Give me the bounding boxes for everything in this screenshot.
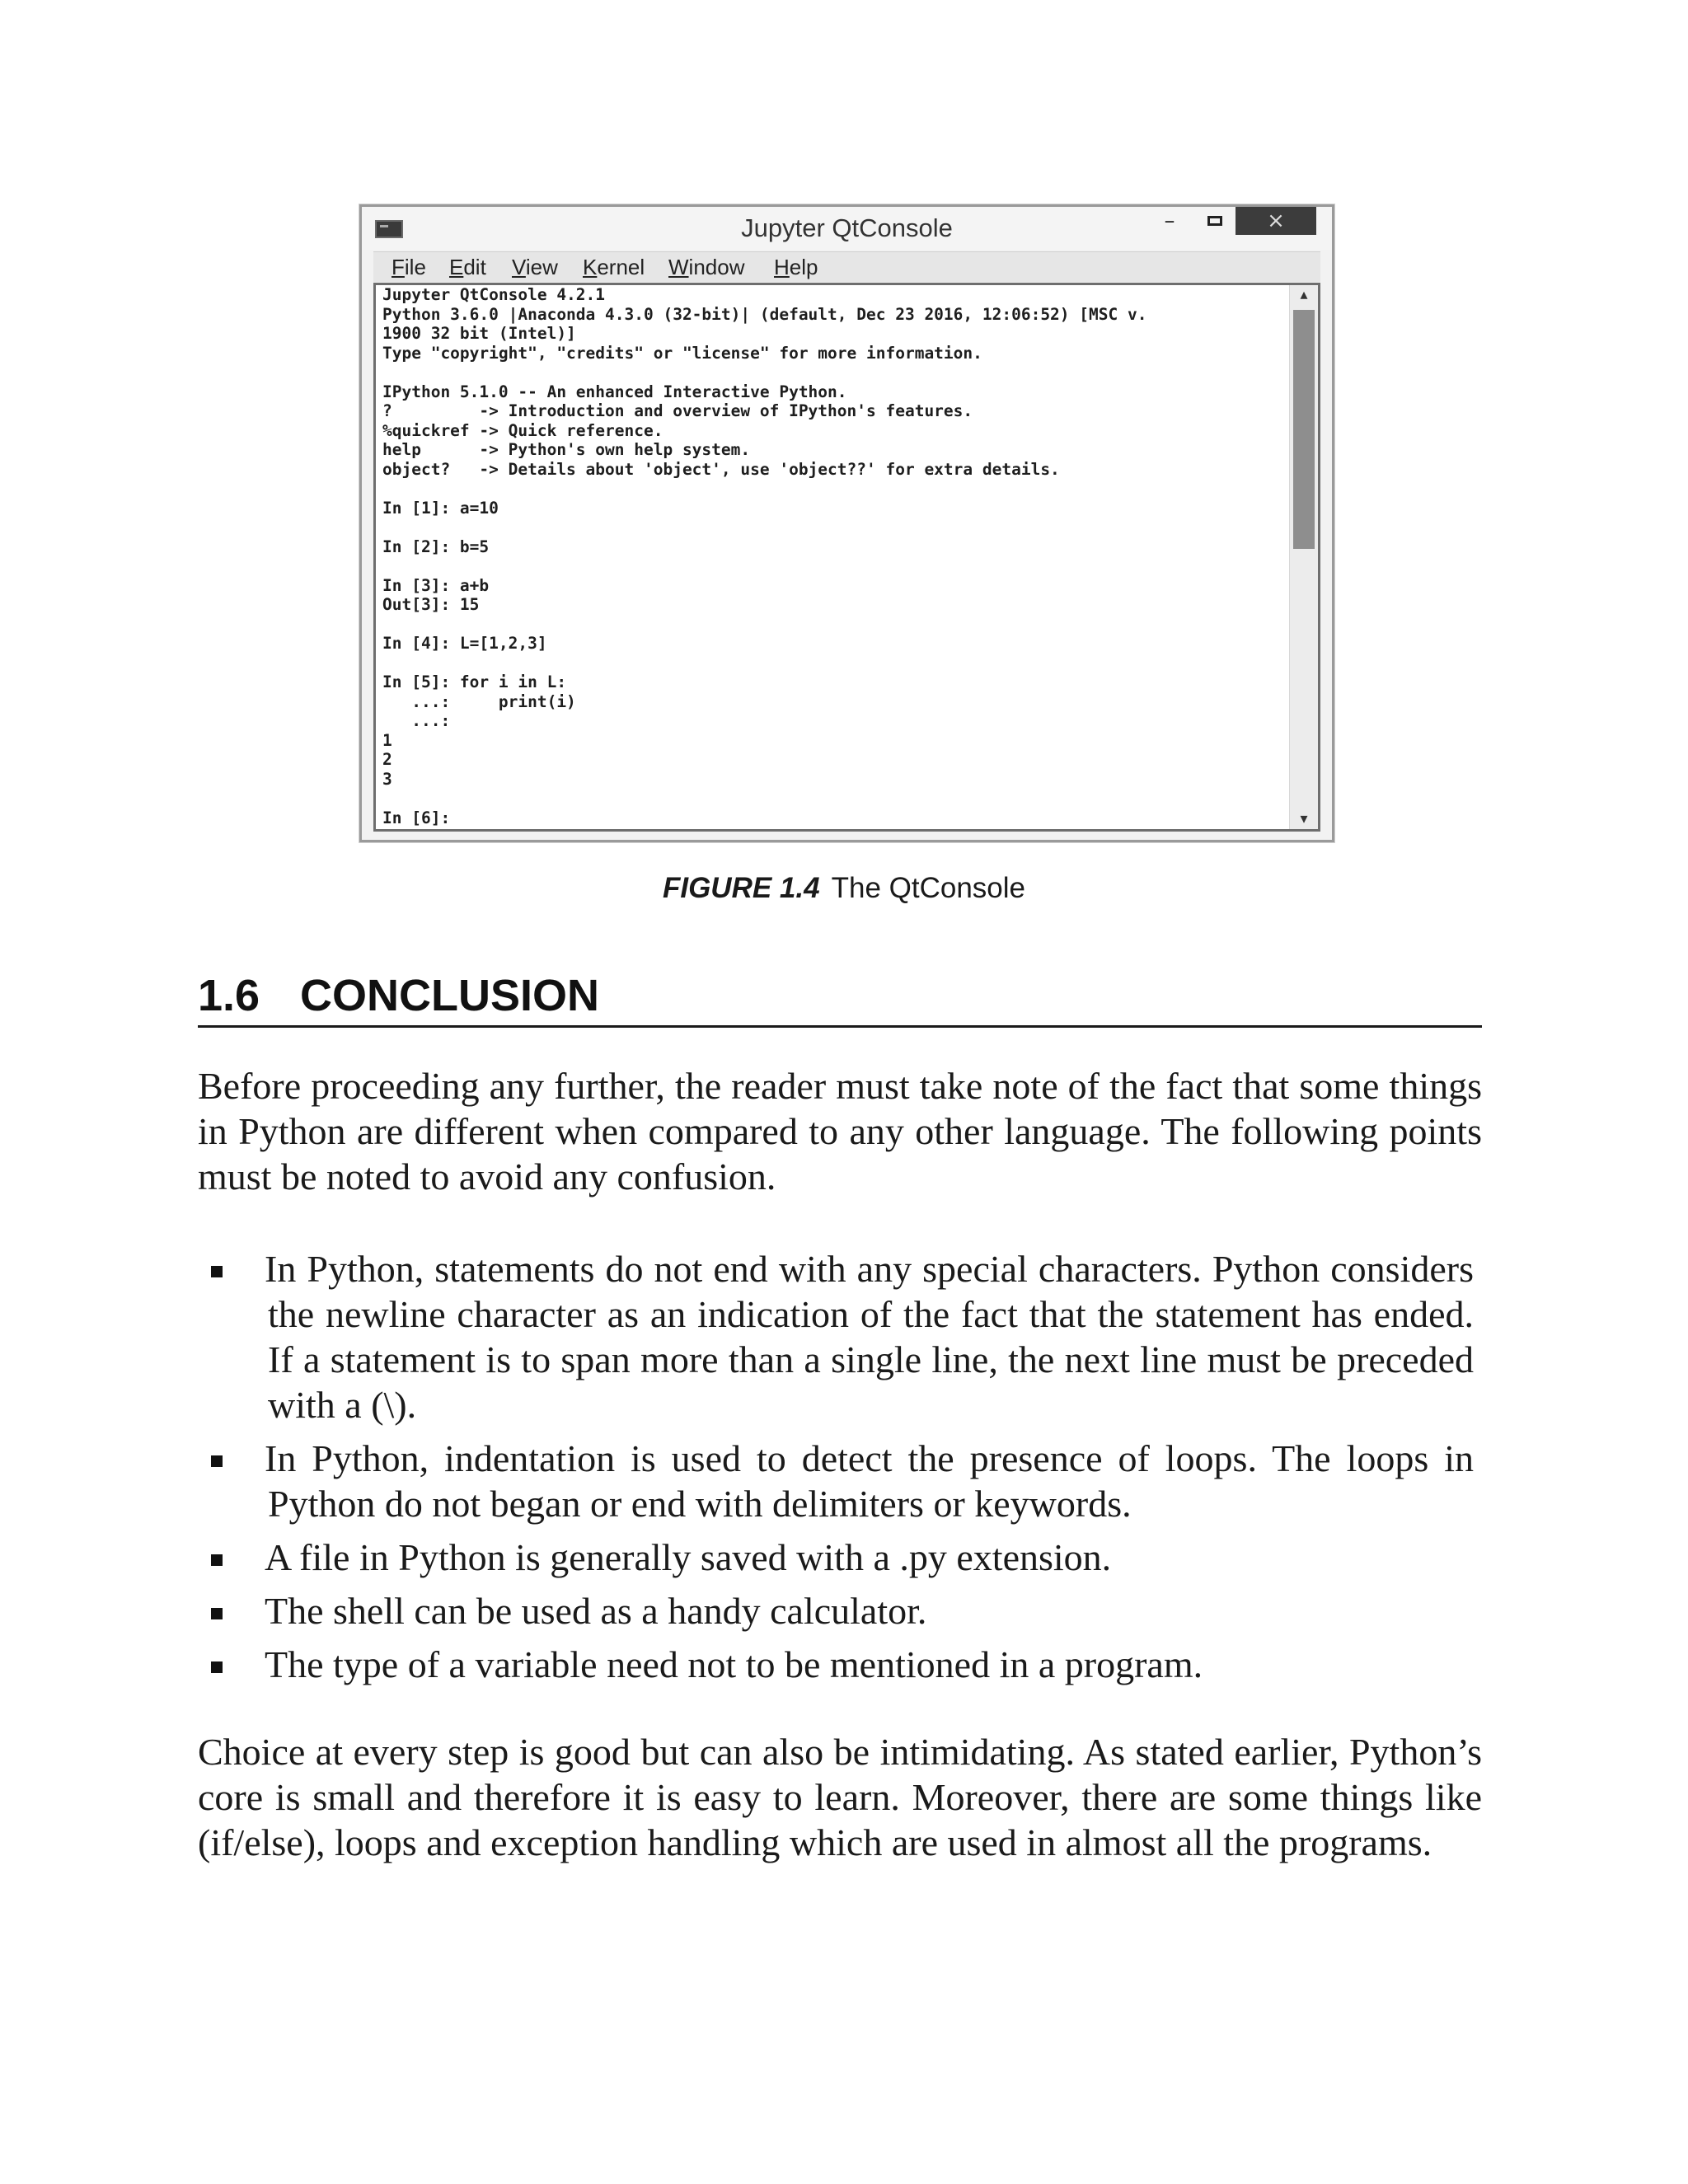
menu-window[interactable]: Window [668,255,745,279]
window-titlebar [362,207,1332,250]
caption-label: FIGURE 1.4 [662,872,820,904]
section-title: CONCLUSION [300,971,599,1020]
minimize-button[interactable]: – [1164,209,1175,233]
scroll-up-icon[interactable]: ▴ [1300,286,1308,303]
maximize-icon [1207,216,1222,226]
qtconsole-window [359,204,1334,842]
menu-edit[interactable]: Edit [449,255,486,279]
figure-caption [0,872,1688,905]
menu-help[interactable]: Help [774,255,818,279]
maximize-button[interactable] [1198,207,1231,235]
menubar [373,251,1320,282]
bullet-icon [211,1554,223,1566]
bullet-icon [211,1455,223,1467]
console-text: Jupyter QtConsole 4.2.1 Python 3.6.0 |Anaconda 4.3.0 (32-bit)| (default, Dec 23 2016, 12:06:52) [MSC v. 1900 32 bit (Intel)] Type "copyright", "credits" or "license" for more information. IPython 5.1.0 -- An enhanced Interactive Python. ? -> Introduction and overview of IPython's features. %quickref -> Quick reference. help -> Python's own help system. object? -> Details about 'object', use 'object??' for extra details. In [1]: a=10 In [2]: b=5 In [3]: a+b Out[3]: 15 In [4]: L=[1,2,3] In [5]: for i in L: ...: print(i) ...: 1 2 3 In [6]: [382,285,1147,827]
bullet-list [198,1246,1474,1695]
bullet-icon [211,1266,223,1277]
list-item: A file in Python is generally saved with a .py extension. [198,1535,1474,1580]
list-item: The shell can be used as a handy calculator. [198,1588,1474,1633]
menu-view[interactable]: View [512,255,558,279]
list-item: In Python, indentation is used to detect the presence of loops. The loops in Python do not began or end with delimiters or keywords. [198,1436,1474,1526]
menu-file[interactable]: File [392,255,426,279]
scroll-thumb[interactable] [1293,310,1315,549]
closing-paragraph: Choice at every step is good but can also be intimidating. As stated earlier, Python’s core is small and therefore it is easy to learn. Moreover, there are some things like (if/else), loops and exception handling which are used in almost all the programs. [198,1731,1482,1863]
section-heading [198,966,1482,1028]
scrollbar[interactable] [1289,285,1318,829]
console-output[interactable] [373,283,1320,832]
scroll-down-icon[interactable]: ▾ [1300,810,1308,827]
intro-paragraph: Before proceeding any further, the reader must take note of the fact that some things in Python are different when compared to any other language. The following points must be noted to avoid any confusion. [198,1065,1482,1197]
caption-text: The QtConsole [831,872,1025,904]
bullet-icon [211,1661,223,1673]
section-number: 1.6 [198,971,260,1020]
list-item: The type of a variable need not to be mentioned in a program. [198,1642,1474,1687]
window-title: Jupyter QtConsole [741,213,953,242]
close-button[interactable]: × [1236,207,1316,235]
list-item: In Python, statements do not end with any special characters. Python considers the newline character as an indication of the fact that the statement has ended. If a statement is to span more than a single line, the next line must be preceded with a (\). [198,1246,1474,1427]
bullet-icon [211,1608,223,1619]
menu-kernel[interactable]: Kernel [583,255,645,279]
